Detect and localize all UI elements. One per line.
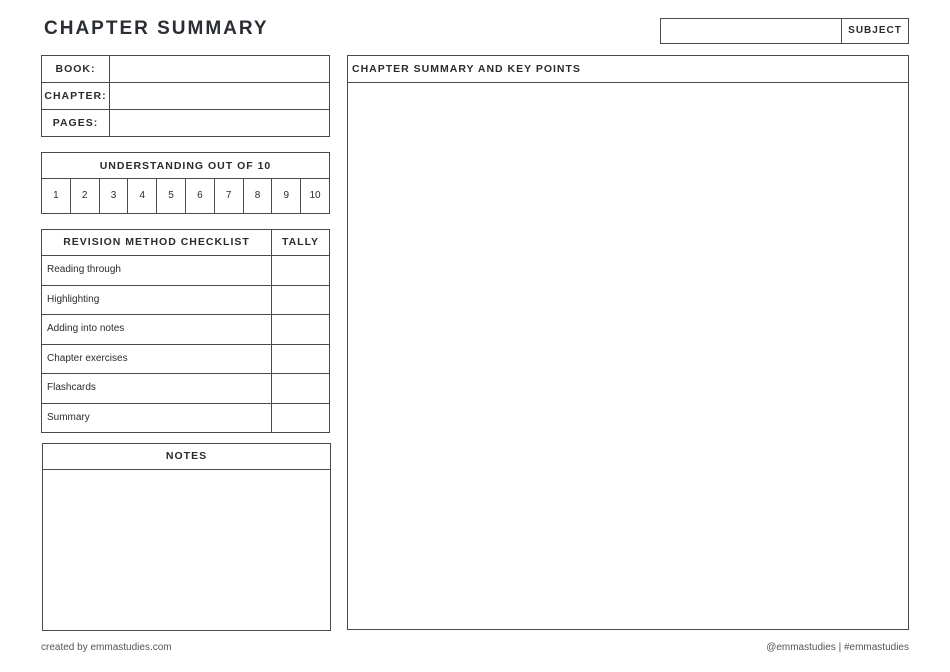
- tally-input[interactable]: [272, 345, 329, 374]
- checklist-item-label: Chapter exercises: [42, 345, 272, 374]
- tally-input[interactable]: [272, 315, 329, 344]
- rating-scale: [42, 179, 329, 213]
- notes-title: NOTES: [43, 444, 330, 470]
- book-input[interactable]: [110, 56, 329, 82]
- checklist-item-label: Highlighting: [42, 286, 272, 315]
- understanding-rating: [41, 152, 330, 214]
- checklist-row: [42, 404, 329, 434]
- rating-option-5[interactable]: 5: [157, 179, 186, 213]
- summary-box: [347, 55, 909, 630]
- summary-textarea[interactable]: [348, 83, 908, 629]
- chapter-label: CHAPTER:: [42, 83, 110, 109]
- tally-input[interactable]: [272, 286, 329, 315]
- checklist-row: [42, 315, 329, 345]
- rating-option-3[interactable]: 3: [100, 179, 129, 213]
- checklist-title: REVISION METHOD CHECKLIST: [42, 230, 272, 255]
- pages-label: PAGES:: [42, 110, 110, 136]
- rating-option-2[interactable]: 2: [71, 179, 100, 213]
- checklist-header: [42, 230, 329, 256]
- tally-input[interactable]: [272, 256, 329, 285]
- pages-row: [42, 110, 329, 136]
- checklist-row: [42, 374, 329, 404]
- chapter-input[interactable]: [110, 83, 329, 109]
- checklist-item-label: Adding into notes: [42, 315, 272, 344]
- rating-option-6[interactable]: 6: [186, 179, 215, 213]
- checklist-row: [42, 345, 329, 375]
- notes-box: [42, 443, 331, 631]
- tally-header: TALLY: [281, 236, 320, 248]
- subject-field: [660, 18, 909, 44]
- footer-credit: created by emmastudies.com: [41, 642, 172, 653]
- checklist-item-label: Flashcards: [42, 374, 272, 403]
- revision-checklist: [41, 229, 330, 433]
- rating-option-9[interactable]: 9: [272, 179, 301, 213]
- book-info-table: [41, 55, 330, 137]
- rating-option-7[interactable]: 7: [215, 179, 244, 213]
- tally-input[interactable]: [272, 374, 329, 403]
- checklist-row: [42, 256, 329, 286]
- summary-title: CHAPTER SUMMARY AND KEY POINTS: [348, 56, 908, 83]
- subject-input[interactable]: [661, 19, 842, 43]
- footer-social: @emmastudies | #emmastudies: [766, 642, 909, 653]
- checklist-item-label: Reading through: [42, 256, 272, 285]
- rating-option-10[interactable]: 10: [309, 190, 321, 201]
- rating-option-8[interactable]: 8: [244, 179, 273, 213]
- rating-option-4[interactable]: 4: [128, 179, 157, 213]
- rating-option-1[interactable]: 1: [42, 179, 71, 213]
- tally-input[interactable]: [272, 404, 329, 434]
- book-label: BOOK:: [42, 56, 110, 82]
- checklist-row: [42, 286, 329, 316]
- page-title: CHAPTER SUMMARY: [44, 18, 269, 39]
- pages-input[interactable]: [110, 110, 329, 136]
- notes-textarea[interactable]: [43, 470, 330, 630]
- chapter-row: [42, 83, 329, 110]
- understanding-title: UNDERSTANDING OUT OF 10: [42, 153, 329, 179]
- subject-label: SUBJECT: [848, 25, 902, 36]
- book-row: [42, 56, 329, 83]
- checklist-item-label: Summary: [42, 404, 272, 434]
